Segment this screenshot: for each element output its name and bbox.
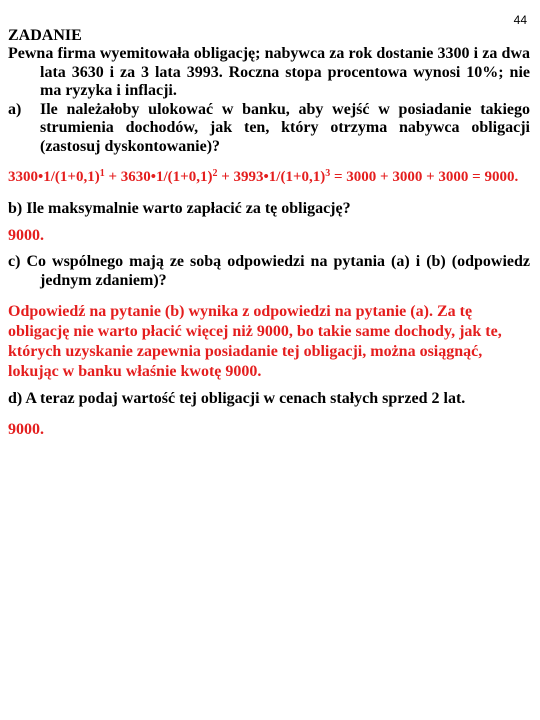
question-d: d) A teraz podaj wartość tej obligacji w cenach stałych sprzed 2 lat. bbox=[8, 390, 466, 407]
task-title: ZADANIE bbox=[8, 27, 82, 44]
formula-term-2: + 3630•1/(1+0,1) bbox=[104, 169, 213, 185]
question-b: b) Ile maksymalnie warto zapłacić za tę obligację? bbox=[8, 200, 351, 217]
formula-term-1: 3300•1/(1+0,1) bbox=[8, 169, 100, 185]
answer-c: Odpowiedź na pytanie (b) wynika z odpowiedzi na pytanie (a). Za tę obligację nie warto płacić więcej niż 9000, bo takie same dochody, jak te, których uzyskanie zapewnia posiadanie tej obligacji, można osiągnąć, lokując w banku właśnie kwotę 9000. bbox=[8, 303, 502, 380]
answer-b: 9000. bbox=[8, 226, 44, 244]
slide-content bbox=[8, 26, 530, 439]
formula-exponent-1: 1 bbox=[99, 168, 105, 179]
formula-term-3: + 3993•1/(1+0,1) bbox=[217, 169, 326, 185]
question-a-marker: a) bbox=[8, 100, 22, 118]
page-number: 44 bbox=[513, 13, 527, 27]
question-c: c) Co wspólnego mają ze sobą odpowiedzi na pytania (a) i (b) (odpowiedz jednym zdaniem)? bbox=[8, 253, 530, 289]
formula-exponent-3: 3 bbox=[325, 168, 331, 179]
question-a bbox=[8, 101, 530, 157]
answer-d: 9000. bbox=[8, 420, 44, 438]
answer-a-formula bbox=[8, 162, 530, 192]
question-a-text: Ile należałoby ulokować w banku, aby wejść w posiadanie takiego strumienia dochodów, jak ten, który otrzyma nabywca obligacji (zastosuj dyskontowanie)? bbox=[40, 100, 530, 155]
task-intro: Pewna firma wyemitowała obligację; nabywca za rok dostanie 3300 i za dwa lata 3630 i za 3 lata 3993. Roczna stopa procentowa wynosi 10%; nie ma ryzyka i inflacji. bbox=[8, 45, 530, 99]
formula-exponent-2: 2 bbox=[212, 168, 218, 179]
formula-result: = 3000 + 3000 + 3000 = 9000. bbox=[330, 169, 519, 185]
